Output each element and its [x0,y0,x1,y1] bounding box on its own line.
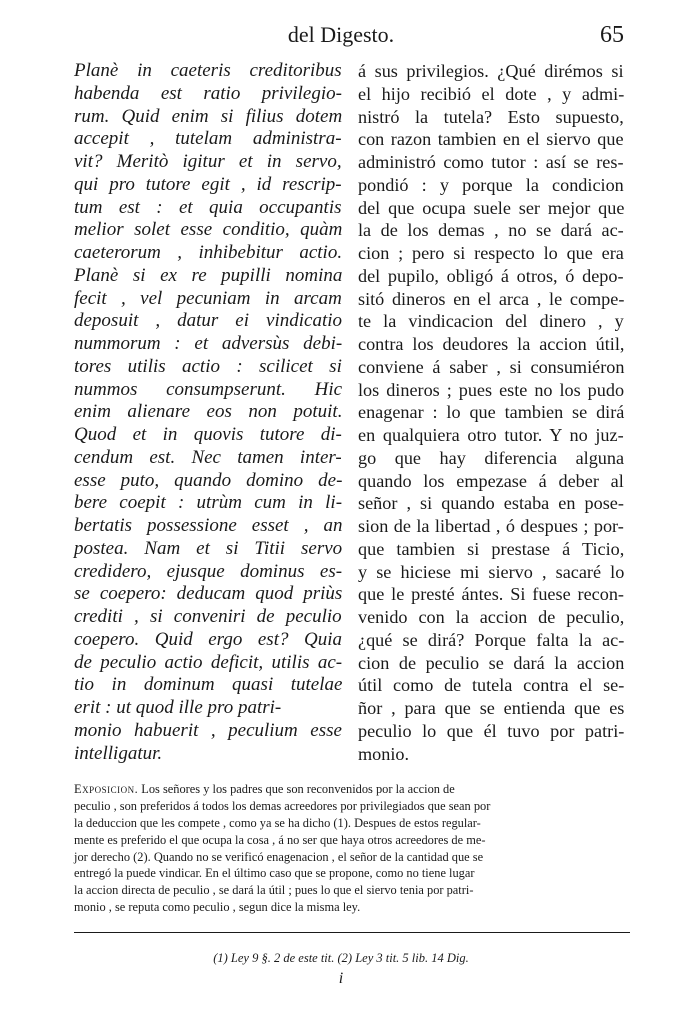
spanish-line: contra los deudores la accion útil, [358,334,625,354]
spanish-line: te la vindicacion del dinero , y [358,311,624,332]
spanish-line: que tambien si prestase á Ticio, [358,538,625,559]
spanish-line: enagenar : lo que tambien se dirá [358,402,625,423]
latin-line: tores utilis actio : scilicet si [74,355,342,377]
commentary-label: Exposicion. [74,782,139,796]
latin-line: Planè si ex re pupilli nomina [74,264,343,286]
spanish-line: conviene á saber , si consumiéron [358,356,625,377]
spanish-line: y se hiciese mi siervo , sacaré lo [358,561,625,582]
commentary-line: peculio , son preferidos á todos los demas acreedores por privilegiados que sean por [74,798,491,813]
page-header [0,22,682,52]
spanish-line: nistró la tutela? Esto supuesto, [358,106,624,127]
spanish-line: á sus privilegios. ¿Qué dirémos si [358,61,624,81]
latin-line: fecit , vel pecuniam in arcam [74,287,342,309]
latin-line: bertatis possessione esset , an [74,515,343,536]
spanish-line: del pupilo, obligó á otros, ó depo- [358,265,624,286]
spanish-line: sitó dineros en el arca , le compe- [358,288,625,309]
latin-text-column [74,60,342,765]
latin-line: habenda est ratio privilegio- [74,82,342,104]
latin-line: erit : ut quod ille pro patri- [74,697,282,718]
latin-line: postea. Nam et si Titii servo [74,537,343,559]
spanish-line: pondió : y porque la condicion [358,174,624,195]
spanish-line: en qualquiera otro tutor. Y no juz- [358,425,624,445]
latin-line: melior solet esse conditio, quàm [74,219,343,241]
footnote: (1) Ley 9 §. 2 de este tit. (2) Ley 3 tit. 5 lib. 14 Dig. [213,951,469,965]
spanish-line: monio. [358,743,410,764]
latin-line: esse puto, quando domino de- [74,469,343,491]
latin-line: accepit , tutelam administra- [74,128,342,150]
commentary-first-line: Los señores y los padres que son reconvenidos por la accion de [138,782,455,796]
latin-line: tio in dominum quasi tutelae [74,674,343,696]
commentary-line: mente es preferido el que ocupa la cosa , á no ser que haya otros acreedores de me- [74,832,486,847]
spanish-line: administró como tutor : así se res- [358,152,624,172]
signature-mark: i [338,970,344,987]
spanish-line: el hijo recibió el dote , y admi- [358,83,625,104]
spanish-line: cion de peculio se dará la accion [358,652,625,673]
latin-line: cendum est. Nec tamen inter- [74,446,342,468]
spanish-line: señor , si quando estaba en pose- [358,493,624,514]
latin-line: monio habuerit , peculium esse [74,719,342,741]
spanish-line: quando los empezase á deber al [358,470,624,491]
latin-line: vit? Meritò igitur et in servo, [74,151,342,172]
spanish-line: que le presté ántes. Si fuese recon- [358,584,624,605]
commentary-line [74,781,626,798]
latin-line: nummos consumpserunt. Hic [74,378,343,400]
latin-line: Planè in caeteris creditoribus [74,60,342,81]
page-number: 65 [600,22,624,48]
commentary-line: jor derecho (2). Quando no se verificó enagenacion , el señor de la cantidad que se [74,849,484,864]
latin-line: intelligatur. [74,742,163,764]
spanish-line: go que hay diferencia alguna [358,447,625,468]
spanish-line: del que ocupa suele ser mejor que [358,197,625,218]
spanish-line: útil como de tutela contra el se- [358,675,625,696]
latin-line: qui pro tutore egit , id rescrip- [74,173,342,195]
commentary-line: monio , se reputa como peculio , segun dice la misma ley. [74,900,361,915]
latin-line: deposuit , datur ei vindicatio [74,310,343,332]
latin-line: rum. Quid enim si filius dotem [74,105,343,127]
latin-line: nummorum : et adversùs debi- [74,333,343,354]
commentary-block [74,781,626,916]
commentary-line: entregó la puede vindicar. En el último caso que se propone, como no tiene lugar [74,866,475,881]
latin-line: crediti , si conveniri de peculio [74,606,342,627]
spanish-line: sion de la libertad , ó despues ; por- [358,516,624,536]
latin-line: coepero. Quid ergo est? Quia [74,628,342,650]
latin-line: Quod et in quovis tutore di- [74,424,342,445]
commentary-line: la accion directa de peculio , se dará la útil ; pues lo que el siervo tenia por patri- [74,883,474,898]
footnote-rule [74,932,630,933]
latin-line: de peculio actio deficit, utilis ac- [74,651,343,673]
spanish-line: venido con la accion de peculio, [358,607,625,627]
spanish-line: ñor , para que se entienda que es [358,698,625,718]
spanish-line: los dineros ; pues este no los pudo [358,379,625,400]
spanish-line: con razon tambien en el siervo que [358,129,624,150]
spanish-line: peculio lo que él tuvo por patri- [358,720,625,741]
commentary-line: la deduccion que les compete , como ya se ha dicho (1). Despues de estos regular- [74,815,481,830]
latin-line: credidero, ejusque dominus es- [74,560,343,582]
spanish-line: cion ; pero si respecto lo que era [358,243,624,263]
spanish-text-column [358,60,624,765]
latin-line: tum est : et quia occupantis [74,196,342,218]
latin-line: enim alienare eos non potuit. [74,401,343,423]
latin-line: bere coepit : utrùm cum in li- [74,492,343,514]
spanish-line: la de los demas , no se dará ac- [358,220,624,241]
latin-line: se coepero: deducam quod priùs [74,583,343,605]
running-title: del Digesto. [287,22,395,47]
latin-line: caeterorum , inhibebitur actio. [74,242,343,263]
spanish-line: ¿qué se dirá? Porque falta la ac- [358,629,625,650]
